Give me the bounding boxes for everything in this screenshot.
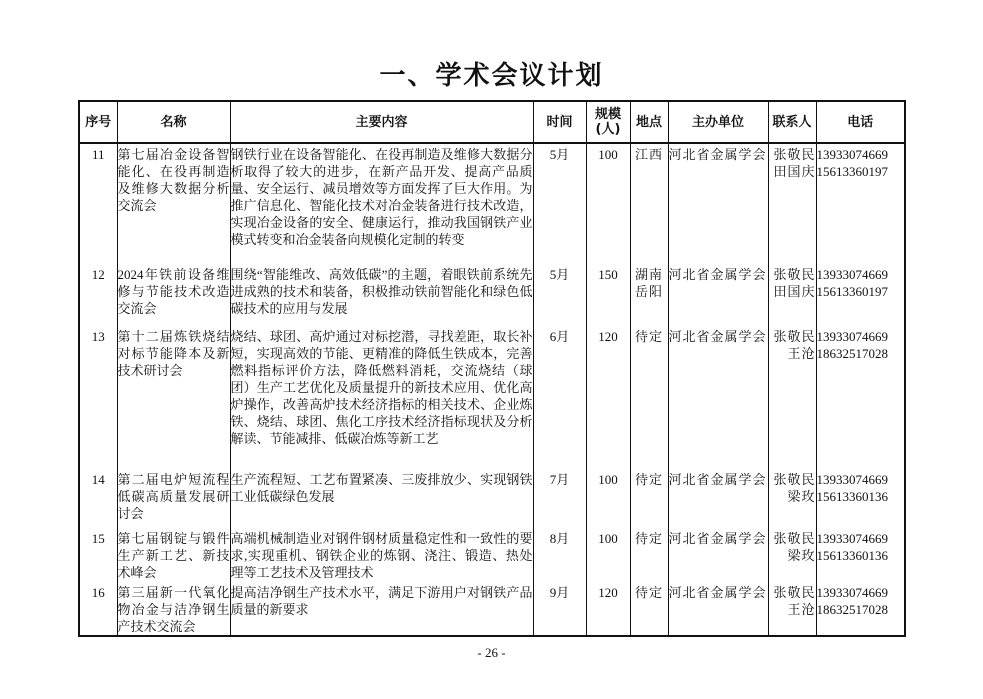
header-size-line2: (人): [595, 122, 621, 137]
cell-phone: [816, 528, 905, 582]
cell-no: 13: [79, 326, 117, 469]
cell-size: 150: [586, 264, 630, 326]
phone-number: 13933074669: [816, 329, 888, 344]
header-name: 名称: [117, 101, 230, 143]
header-organizer: 主办单位: [668, 101, 768, 143]
cell-contact: [768, 264, 816, 326]
phone-number: 15613360136: [816, 548, 888, 563]
cell-place: 待定: [630, 582, 668, 636]
header-place: 地点: [630, 101, 668, 143]
cell-no: 16: [79, 582, 117, 636]
phone-number: 18632517028: [816, 346, 888, 361]
header-phone: 电话: [816, 101, 905, 143]
cell-phone: [816, 264, 905, 326]
contact-name: 张敬民: [773, 472, 816, 487]
cell-no: 14: [79, 469, 117, 528]
cell-content: 围绕“智能维改、高效低碳”的主题，着眼铁前系统先进成熟的技术和装备，积极推动铁前智能化和绿色低碳技术的应用与发展: [230, 264, 533, 326]
cell-size: 120: [586, 326, 630, 469]
contact-name: 田国庆: [773, 164, 816, 179]
cell-phone: [816, 143, 905, 264]
header-row: [79, 101, 905, 143]
cell-contact: [768, 582, 816, 636]
cell-place: 待定: [630, 326, 668, 469]
conference-plan-table: [78, 100, 906, 637]
cell-name: 第七届钢锭与锻件生产新工艺、新技术峰会: [117, 528, 230, 582]
cell-time: 5月: [533, 264, 586, 326]
cell-time: 5月: [533, 143, 586, 264]
contact-name: 张敬民: [773, 267, 816, 282]
contact-name: 田国庆: [773, 284, 816, 299]
cell-content: 烧结、球团、高炉通过对标挖潜，寻找差距，取长补短，实现高效的节能、更精准的降低生铁成本，完善燃料指标评价方法，降低燃料消耗，交流烧结（球团）生产工艺优化及质量提升的新技术应用、优化高炉操作，改善高炉技术经济指标的相关技术、企业炼铁、烧结、球团、焦化工序技术经济指标现状及分析解读、节能减排、低碳冶炼等新工艺: [230, 326, 533, 469]
cell-place: 待定: [630, 528, 668, 582]
cell-no: 15: [79, 528, 117, 582]
cell-content: 提高洁净钢生产技术水平，满足下游用户对钢铁产品质量的新要求: [230, 582, 533, 636]
cell-phone: [816, 326, 905, 469]
page-number: - 26 -: [477, 645, 506, 660]
contact-name: 梁玫: [787, 548, 816, 563]
table-row: [79, 264, 905, 326]
phone-number: 13933074669: [816, 147, 888, 162]
cell-size: 100: [586, 143, 630, 264]
header-no: 序号: [79, 101, 117, 143]
phone-number: 18632517028: [816, 602, 888, 617]
phone-number: 15613360197: [816, 164, 888, 179]
cell-content: 高端机械制造业对钢件钢材质量稳定性和一致性的要求,实现重机、钢铁企业的炼钢、浇注、锻造、热处理等工艺技术及管理技术: [230, 528, 533, 582]
cell-organizer: 河北省金属学会: [668, 469, 768, 528]
cell-size: 100: [586, 469, 630, 528]
cell-name: 第三届新一代氧化物冶金与洁净钢生产技术交流会: [117, 582, 230, 636]
cell-organizer: 河北省金属学会: [668, 143, 768, 264]
cell-phone: [816, 582, 905, 636]
page-title: 一、学术会议计划: [379, 61, 604, 91]
table-row: [79, 143, 905, 264]
cell-time: 8月: [533, 528, 586, 582]
cell-size: 120: [586, 582, 630, 636]
cell-organizer: 河北省金属学会: [668, 264, 768, 326]
cell-size: 100: [586, 528, 630, 582]
table-row: [79, 326, 905, 469]
cell-content: 生产流程短、工艺布置紧凑、三废排放少、实现钢铁工业低碳绿色发展: [230, 469, 533, 528]
contact-name: 张敬民: [773, 585, 816, 600]
cell-time: 9月: [533, 582, 586, 636]
cell-place: 待定: [630, 469, 668, 528]
contact-name: 张敬民: [773, 531, 816, 546]
header-size: [586, 101, 630, 143]
cell-no: 12: [79, 264, 117, 326]
table-body: [79, 143, 905, 636]
phone-number: 13933074669: [816, 267, 888, 282]
contact-name: 王沧: [787, 602, 816, 617]
phone-number: 13933074669: [816, 531, 888, 546]
cell-no: 11: [79, 143, 117, 264]
phone-number: 15613360136: [816, 489, 888, 504]
table-header: [79, 101, 905, 143]
contact-name: 张敬民: [773, 329, 816, 344]
cell-organizer: 河北省金属学会: [668, 528, 768, 582]
phone-number: 15613360197: [816, 284, 888, 299]
cell-name: 第二届电炉短流程低碳高质量发展研讨会: [117, 469, 230, 528]
cell-name: 第十二届炼铁烧结对标节能降本及新技术研讨会: [117, 326, 230, 469]
cell-contact: [768, 469, 816, 528]
contact-name: 王沧: [787, 346, 816, 361]
phone-number: 13933074669: [816, 472, 888, 487]
header-time: 时间: [533, 101, 586, 143]
cell-place: 江西: [630, 143, 668, 264]
contact-name: 梁玫: [787, 489, 816, 504]
cell-phone: [816, 469, 905, 528]
table-row: [79, 582, 905, 636]
cell-place: 湖南岳阳: [630, 264, 668, 326]
cell-content: 钢铁行业在设备智能化、在役再制造及维修大数据分析取得了较大的进步，在新产品开发、提高产品质量、安全运行、减员增效等方面发挥了巨大作用。为推广信息化、智能化技术对冶金装备进行技术改造，实现冶金设备的安全、健康运行，推动我国钢铁产业模式转变和冶金装备向规模化定制的转变: [230, 143, 533, 264]
cell-contact: [768, 326, 816, 469]
cell-contact: [768, 528, 816, 582]
table-row: [79, 528, 905, 582]
cell-time: 7月: [533, 469, 586, 528]
cell-name: 2024年铁前设备维修与节能技术改造交流会: [117, 264, 230, 326]
contact-name: 张敬民: [773, 147, 816, 162]
phone-number: 13933074669: [816, 585, 888, 600]
cell-contact: [768, 143, 816, 264]
header-content: 主要内容: [230, 101, 533, 143]
header-size-line1: 规模: [594, 107, 621, 122]
cell-time: 6月: [533, 326, 586, 469]
table-row: [79, 469, 905, 528]
header-contact: 联系人: [768, 101, 816, 143]
cell-organizer: 河北省金属学会: [668, 326, 768, 469]
cell-name: 第七届冶金设备智能化、在役再制造及维修大数据分析交流会: [117, 143, 230, 264]
cell-organizer: 河北省金属学会: [668, 582, 768, 636]
